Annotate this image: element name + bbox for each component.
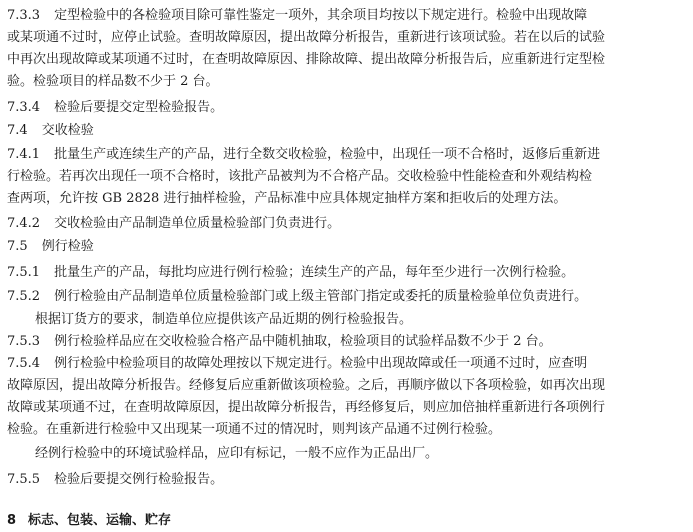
paragraph-line xyxy=(7,166,693,188)
line-text: 经例行检验中的环境试验样品，应印有标记，一般不应作为正品出厂。 xyxy=(35,446,439,461)
line-text: 交收检验 xyxy=(41,123,94,138)
clause-7-5-4 xyxy=(7,353,693,375)
line-text: 检验后要提交定型检验报告。 xyxy=(54,100,224,115)
clause-7-5-2 xyxy=(7,286,693,308)
paragraph-line xyxy=(7,49,693,71)
clause-number: 7.5.1 xyxy=(7,265,41,280)
paragraph-line xyxy=(7,71,693,93)
line-text: 或某项通不过时，应停止试验。查明故障原因，提出故障分析报告，重新进行该项试验。若在以后的试验 xyxy=(7,30,606,45)
clause-number: 7.4 xyxy=(7,123,28,138)
clause-7-5-5 xyxy=(7,469,693,491)
clause-7-4 xyxy=(7,120,693,142)
clause-7-5-3 xyxy=(7,331,693,353)
line-text: 检验后要提交例行检验报告。 xyxy=(54,472,224,487)
clause-7-4-2 xyxy=(7,213,693,235)
line-text: 例行检验 xyxy=(41,239,94,254)
line-text: 交收检验由产品制造单位质量检验部门负责进行。 xyxy=(54,216,341,231)
clause-8 xyxy=(7,510,693,532)
clause-number: 7.3.3 xyxy=(7,8,41,23)
paragraph-line xyxy=(7,397,693,419)
line-text: 例行检验中检验项目的故障处理按以下规定进行。检验中出现故障或任一项通不过时，应查明 xyxy=(54,356,588,371)
clause-7-5 xyxy=(7,236,693,258)
clause-number: 7.5.4 xyxy=(7,356,41,371)
line-text: 故障或某项通不过，在查明故障原因，提出故障分析报告，再经修复后，则应加倍抽样重新进行各项例行 xyxy=(7,400,606,415)
section-heading: 标志、包装、运输、贮存 xyxy=(28,513,172,528)
clause-7-3-3 xyxy=(7,5,693,27)
clause-number: 7.5.3 xyxy=(7,334,41,349)
line-text: 行检验。若再次出现任一项不合格时，该批产品被判为不合格产品。交收检验中性能检查和外观结构检 xyxy=(7,169,593,184)
clause-number: 7.4.1 xyxy=(7,147,41,162)
clause-7-3-4 xyxy=(7,97,693,119)
line-text: 根据订货方的要求，制造单位应提供该产品近期的例行检验报告。 xyxy=(35,312,413,327)
clause-number: 7.4.2 xyxy=(7,216,41,231)
clause-number: 7.3.4 xyxy=(7,100,41,115)
paragraph-line xyxy=(7,419,693,441)
line-text: 批量生产的产品，每批均应进行例行检验；连续生产的产品，每年至少进行一次例行检验。 xyxy=(54,265,575,280)
clause-7-5-1 xyxy=(7,262,693,284)
clause-number: 7.5.5 xyxy=(7,472,41,487)
line-text: 例行检验由产品制造单位质量检验部门或上级主管部门指定或委托的质量检验单位负责进行。 xyxy=(54,289,588,304)
line-text: 检验。在重新进行检验中又出现某一项通不过的情况时，则判该产品通不过例行检验。 xyxy=(7,422,502,437)
line-text: 验。检验项目的样品数不少于 2 台。 xyxy=(7,74,219,89)
clause-number: 8 xyxy=(7,513,17,528)
paragraph-line xyxy=(35,309,693,331)
paragraph-line xyxy=(7,27,693,49)
line-text: 定型检验中的各检验项目除可靠性鉴定一项外，其余项目均按以下规定进行。检验中出现故障 xyxy=(54,8,588,23)
clause-7-4-1 xyxy=(7,144,693,166)
line-text: 故障原因，提出故障分析报告。经修复后应重新做该项检验。之后，再顺序做以下各项检验，如再次出现 xyxy=(7,378,606,393)
line-text: 中再次出现故障或某项通不过时，在查明故障原因、排除故障、提出故障分析报告后，应重新进行定型检 xyxy=(7,52,606,67)
line-text: 批量生产或连续生产的产品，进行全数交收检验，检验中，出现任一项不合格时，返修后重新进 xyxy=(54,147,601,162)
line-text: 查两项，允许按 GB 2828 进行抽样检验，产品标准中应具体规定抽样方案和拒收后的处理方法。 xyxy=(7,191,567,206)
line-text: 例行检验样品应在交收检验合格产品中随机抽取，检验项目的试验样品数不少于 2 台。 xyxy=(54,334,552,349)
clause-number: 7.5.2 xyxy=(7,289,41,304)
paragraph-line xyxy=(7,375,693,397)
paragraph-line xyxy=(7,188,693,210)
paragraph-line xyxy=(35,443,693,465)
clause-number: 7.5 xyxy=(7,239,28,254)
